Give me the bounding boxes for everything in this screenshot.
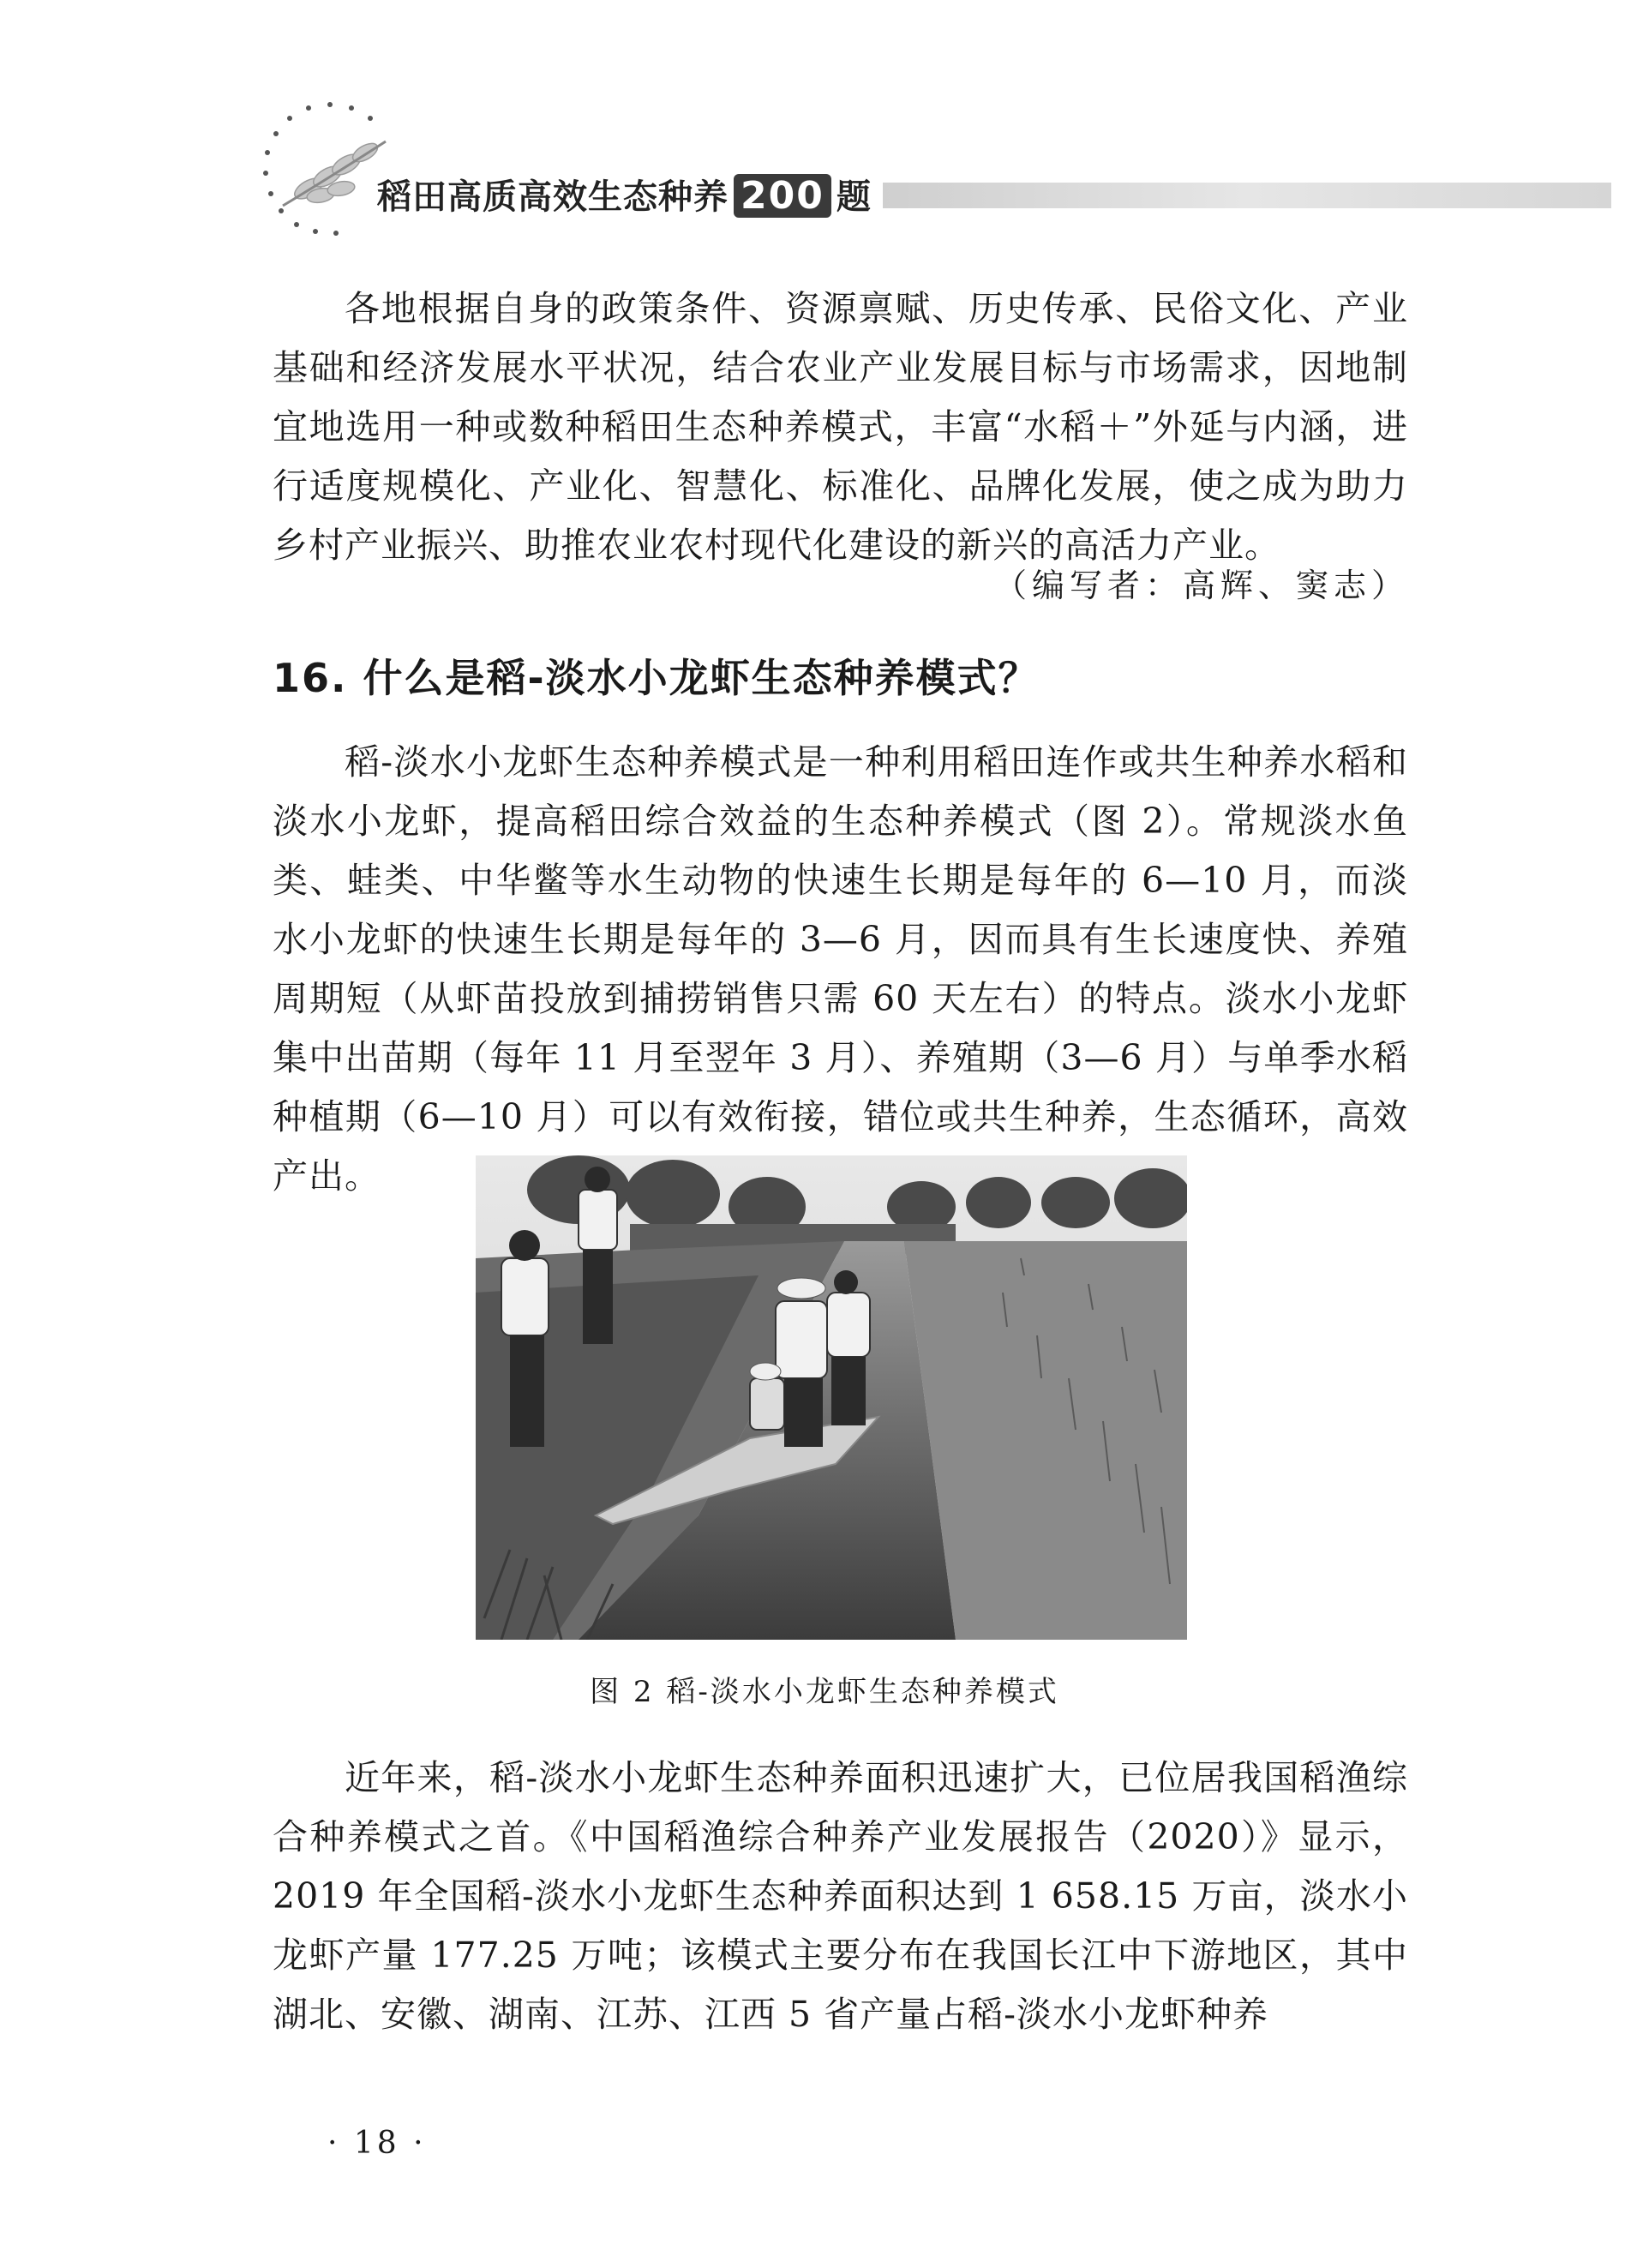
figure-caption: 图 2 稻-淡水小龙虾生态种养模式 <box>590 1675 1059 1709</box>
book-title-number: 200 <box>734 174 831 218</box>
book-title-prefix: 稻田高质高效生态种养 <box>377 177 729 217</box>
book-title-suffix: 题 <box>836 177 872 217</box>
section-heading: 16. 什么是稻-淡水小龙虾生态种养模式？ <box>273 655 1040 701</box>
figure-photo <box>476 1155 1187 1640</box>
crayfish-harvest-photo <box>476 1155 1187 1640</box>
book-title <box>377 170 872 219</box>
page-header <box>0 0 1649 257</box>
paragraph-model-description: 稻-淡水小龙虾生态种养模式是一种利用稻田连作或共生种养水稻和淡水小龙虾，提高稻田综合效益的生态种养模式（图 2）。常规淡水鱼类、蛙类、中华鳖等水生动物的快速生长期是每年的 6—10 月，而淡水小龙虾的快速生长期是每年的 3—6 月，因而具有生长速度快、养殖周期短（从虾苗投放到捕捞销售只需 60 天左右）的特点。淡水小龙虾集中出苗期（每年 11 月至翌年 3 月）、养殖期（3—6 月）与单季水稻种植期（6—10 月）可以有效衔接，错位或共生种养，生态循环，高效产出。 <box>273 741 1408 1197</box>
page-number: · 18 · <box>327 2126 427 2161</box>
author-credit: （编写者：高辉、窦志） <box>993 567 1409 604</box>
paragraph-statistics: 近年来，稻-淡水小龙虾生态种养面积迅速扩大，已位居我国稻渔综合种养模式之首。《中国稻渔综合种养产业发展报告（2020）》显示，2019 年全国稻-淡水小龙虾生态种养面积达到 1 658.15 万亩，淡水小龙虾产量 177.25 万吨；该模式主要分布在我国长江中下游地区，其中湖北、安徽、湖南、江苏、江西 5 省产量占稻-淡水小龙虾种养 <box>273 1757 1408 2035</box>
paragraph-intro: 各地根据自身的政策条件、资源禀赋、历史传承、民俗文化、产业基础和经济发展水平状况，结合农业产业发展目标与市场需求，因地制宜地选用一种或数种稻田生态种养模式，丰富“水稻＋”外延与内涵，进行适度规模化、产业化、智慧化、标准化、品牌化发展，使之成为助力乡村产业振兴、助推农业农村现代化建设的新兴的高活力产业。 <box>273 288 1408 566</box>
header-bar <box>883 183 1611 208</box>
